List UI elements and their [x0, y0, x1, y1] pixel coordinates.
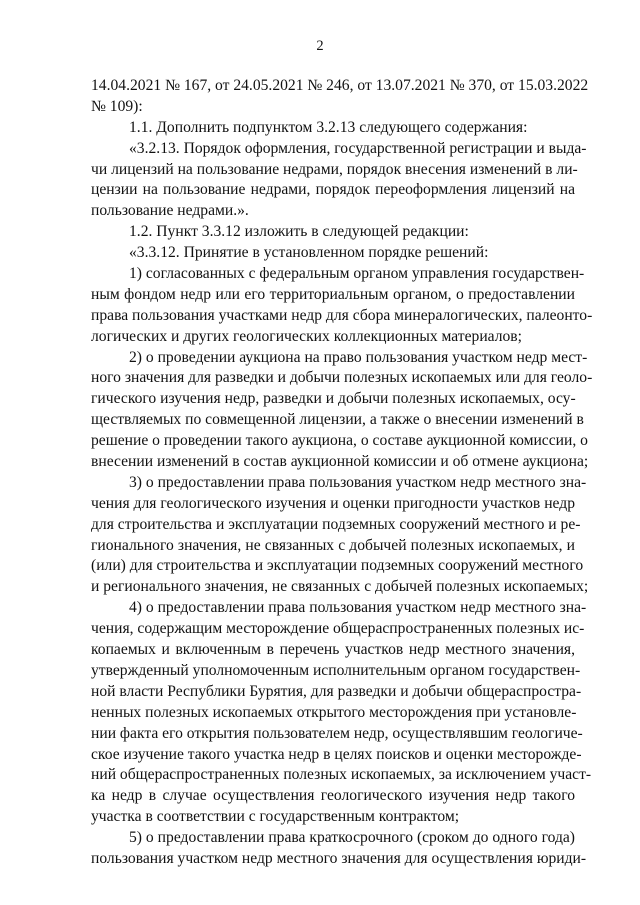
text-line: «3.2.13. Порядок оформления, государственной регистрации и выда-: [129, 139, 587, 157]
text-line: решение о проведении такого аукциона, о составе аукционной комиссии, о: [91, 432, 588, 450]
text-line: логических и других геологических коллекционных материалов;: [91, 327, 522, 345]
text-line: ское изучение такого участка недр в целях поисков и оценки месторожде-: [91, 745, 582, 763]
text-line: ненных полезных ископаемых открытого месторождения при установле-: [91, 703, 577, 721]
text-line: ний общераспространенных полезных ископаемых, за исключением участ-: [91, 766, 592, 784]
text-line: копаемых и включенным в перечень участков недр местного значения,: [91, 641, 575, 659]
text-line: внесении изменений в состав аукционной комиссии и об отмене аукциона;: [91, 453, 589, 471]
text-line: пользования участком недр местного значения для осуществления юриди-: [91, 849, 587, 867]
text-line: ного значения для разведки и добычи полезных ископаемых или для геоло-: [91, 369, 593, 387]
text-line: чения для геологического изучения и оценки пригодности участков недр: [91, 494, 575, 512]
text-line: гического изучения недр, разведки и добычи полезных ископаемых, осу-: [91, 390, 576, 408]
text-line: 1.1. Дополнить подпунктом 3.2.13 следующего содержания:: [129, 118, 528, 136]
text-line: (или) для строительства и эксплуатации подземных сооружений местного: [91, 557, 584, 575]
text-line: ным фондом недр или его территориальным органом, о предоставлении: [91, 285, 575, 303]
text-line: цензии на пользование недрами, порядок переоформления лицензий на: [91, 181, 575, 199]
text-line: участка в соответствии с государственным контрактом;: [91, 808, 460, 826]
text-line: гионального значения, не связанных с добычей полезных ископаемых, и: [91, 536, 575, 554]
page-number: 2: [316, 38, 324, 54]
text-line: права пользования участками недр для сбора минералогических, палеонто-: [91, 306, 593, 324]
text-line: ществляемых по совмещенной лицензии, а также о внесении изменений в: [91, 411, 584, 429]
text-line: ной власти Республики Бурятия, для разведки и добычи общераспростра-: [91, 682, 582, 700]
text-line: чения, содержащим месторождение общераспространенных полезных ис-: [91, 620, 585, 638]
text-line: 1) согласованных с федеральным органом управления государствен-: [129, 265, 585, 283]
document-body: [91, 76, 593, 870]
text-line: нии факта его открытия пользователем недр, осуществлявшим геологиче-: [91, 724, 583, 742]
text-line: 5) о предоставлении права краткосрочного (сроком до одного года): [129, 829, 575, 847]
text-line: 1.2. Пункт 3.3.12 изложить в следующей редакции:: [129, 223, 469, 241]
text-line: 3) о предоставлении права пользования участком недр местного зна-: [129, 473, 587, 491]
text-line: для строительства и эксплуатации подземных сооружений местного и ре-: [91, 515, 581, 533]
text-line: 4) о предоставлении права пользования участком недр местного зна-: [129, 599, 587, 617]
text-line: 14.04.2021 № 167, от 24.05.2021 № 246, от 13.07.2021 № 370, от 15.03.2022: [91, 77, 589, 94]
text-line: «3.3.12. Принятие в установленном порядке решений:: [129, 244, 489, 262]
text-line: и регионального значения, не связанных с добычей полезных ископаемых;: [91, 578, 589, 596]
text-line: пользование недрами.».: [91, 202, 249, 220]
text-line: 2) о проведении аукциона на право пользования участком недр мест-: [129, 348, 588, 366]
text-line: чи лицензий на пользование недрами, порядок внесения изменений в ли-: [91, 160, 578, 178]
text-line: № 109):: [91, 97, 143, 115]
text-line: ка недр в случае осуществления геологического изучения недр такого: [91, 787, 575, 805]
text-line: утвержденный уполномоченным исполнительным органом государствен-: [91, 661, 581, 679]
